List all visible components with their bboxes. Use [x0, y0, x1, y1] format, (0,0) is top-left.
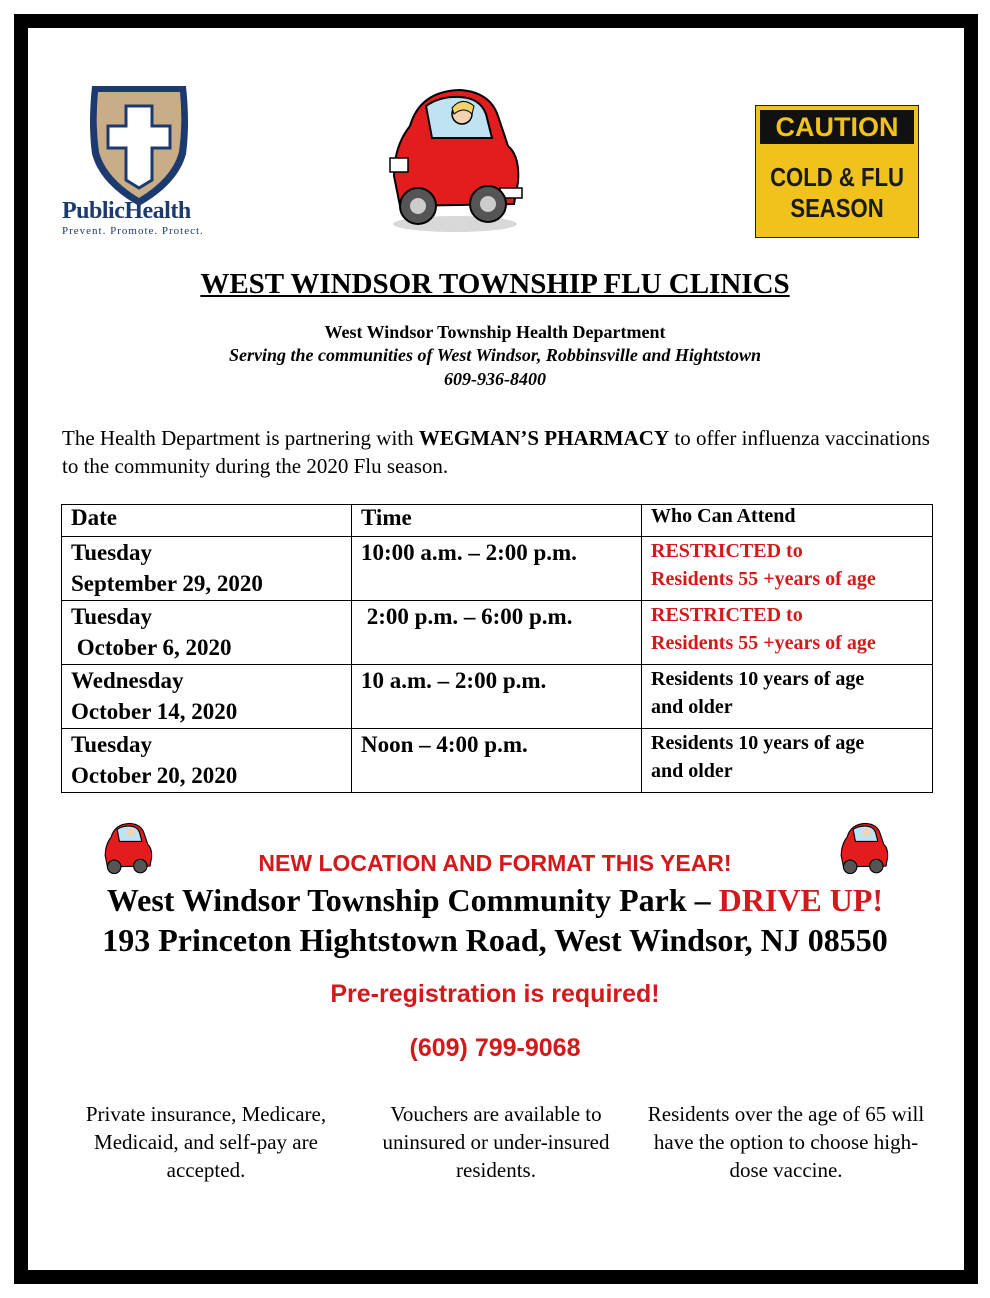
row-date [62, 537, 352, 601]
department-name: West Windsor Township Health Department [324, 322, 666, 342]
row-day: Wednesday [71, 668, 184, 693]
caution-line-2: SEASON [790, 193, 884, 223]
row-day: Tuesday [71, 540, 152, 565]
who-line-2: and older [651, 760, 733, 782]
park-name-text: West Windsor Township Community Park – [106, 882, 719, 918]
who-line-1: Residents 10 years of age [651, 668, 865, 690]
caution-sign [755, 105, 919, 238]
row-day: Tuesday [71, 732, 152, 757]
row-date [62, 665, 352, 729]
drive-up-label: DRIVE UP! [718, 882, 884, 918]
table-row [62, 665, 933, 729]
header-who-can-attend: Who Can Attend [642, 505, 933, 537]
caution-title: CAUTION [760, 110, 914, 144]
note-high-dose: Residents over the age of 65 will have the option to choose high-dose vaccine. [647, 1102, 925, 1182]
row-date [62, 601, 352, 665]
department-phone: 609-936-8400 [444, 369, 546, 389]
who-line-2: and older [651, 696, 733, 718]
new-location-announcement: NEW LOCATION AND FORMAT THIS YEAR! [258, 850, 732, 876]
caution-line-1: COLD & FLU [770, 162, 904, 192]
who-line-1: Residents 10 years of age [651, 732, 865, 754]
row-calendar-date: October 14, 2020 [71, 699, 238, 724]
park-name [0, 882, 990, 919]
header-date: Date [62, 505, 352, 537]
row-who-can-attend [642, 601, 933, 665]
clinic-schedule-table [61, 504, 933, 793]
registration-phone: (609) 799-9068 [409, 1034, 581, 1062]
note-vouchers: Vouchers are available to uninsured or under-insured residents. [382, 1102, 610, 1182]
row-calendar-date: October 20, 2020 [71, 763, 238, 788]
row-time: 10:00 a.m. – 2:00 p.m. [352, 537, 642, 601]
red-car-illustration-icon [380, 86, 530, 236]
row-time: Noon – 4:00 p.m. [352, 729, 642, 793]
logo-tagline: Prevent. Promote. Protect. [62, 225, 204, 237]
page-title: WEST WINDSOR TOWNSHIP FLU CLINICS [200, 268, 790, 300]
note-insurance: Private insurance, Medicare, Medicaid, and self-pay are accepted. [85, 1102, 327, 1182]
row-calendar-date: October 6, 2020 [71, 635, 232, 660]
intro-text-after: to offer influenza vaccinations to the community during the 2020 Flu season. [62, 426, 930, 478]
intro-text-before: The Health Department is partnering with [62, 426, 419, 450]
row-day: Tuesday [71, 604, 152, 629]
caution-message [768, 162, 906, 224]
header-time: Time [352, 505, 642, 537]
row-who-can-attend [642, 665, 933, 729]
row-calendar-date: September 29, 2020 [71, 571, 263, 596]
row-who-can-attend [642, 729, 933, 793]
row-time: 2:00 p.m. – 6:00 p.m. [352, 601, 642, 665]
row-who-can-attend [642, 537, 933, 601]
intro-paragraph [62, 424, 942, 480]
table-row [62, 537, 933, 601]
row-date [62, 729, 352, 793]
partner-name: WEGMAN’S PHARMACY [418, 426, 670, 450]
pre-registration-notice: Pre-registration is required! [330, 980, 660, 1008]
table-row [62, 729, 933, 793]
who-line-2: Residents 55 +years of age [651, 632, 876, 654]
table-row [62, 601, 933, 665]
who-line-2: Residents 55 +years of age [651, 568, 876, 590]
logo-wordmark: PublicHealth [62, 198, 191, 224]
table-header-row [62, 505, 933, 537]
who-line-1: RESTRICTED to [651, 540, 803, 562]
who-line-1: RESTRICTED to [651, 604, 803, 626]
serving-communities: Serving the communities of West Windsor, Robbinsville and Hightstown [229, 345, 761, 365]
row-time: 10 a.m. – 2:00 p.m. [352, 665, 642, 729]
park-address: 193 Princeton Hightstown Road, West Windsor, NJ 08550 [102, 922, 888, 958]
